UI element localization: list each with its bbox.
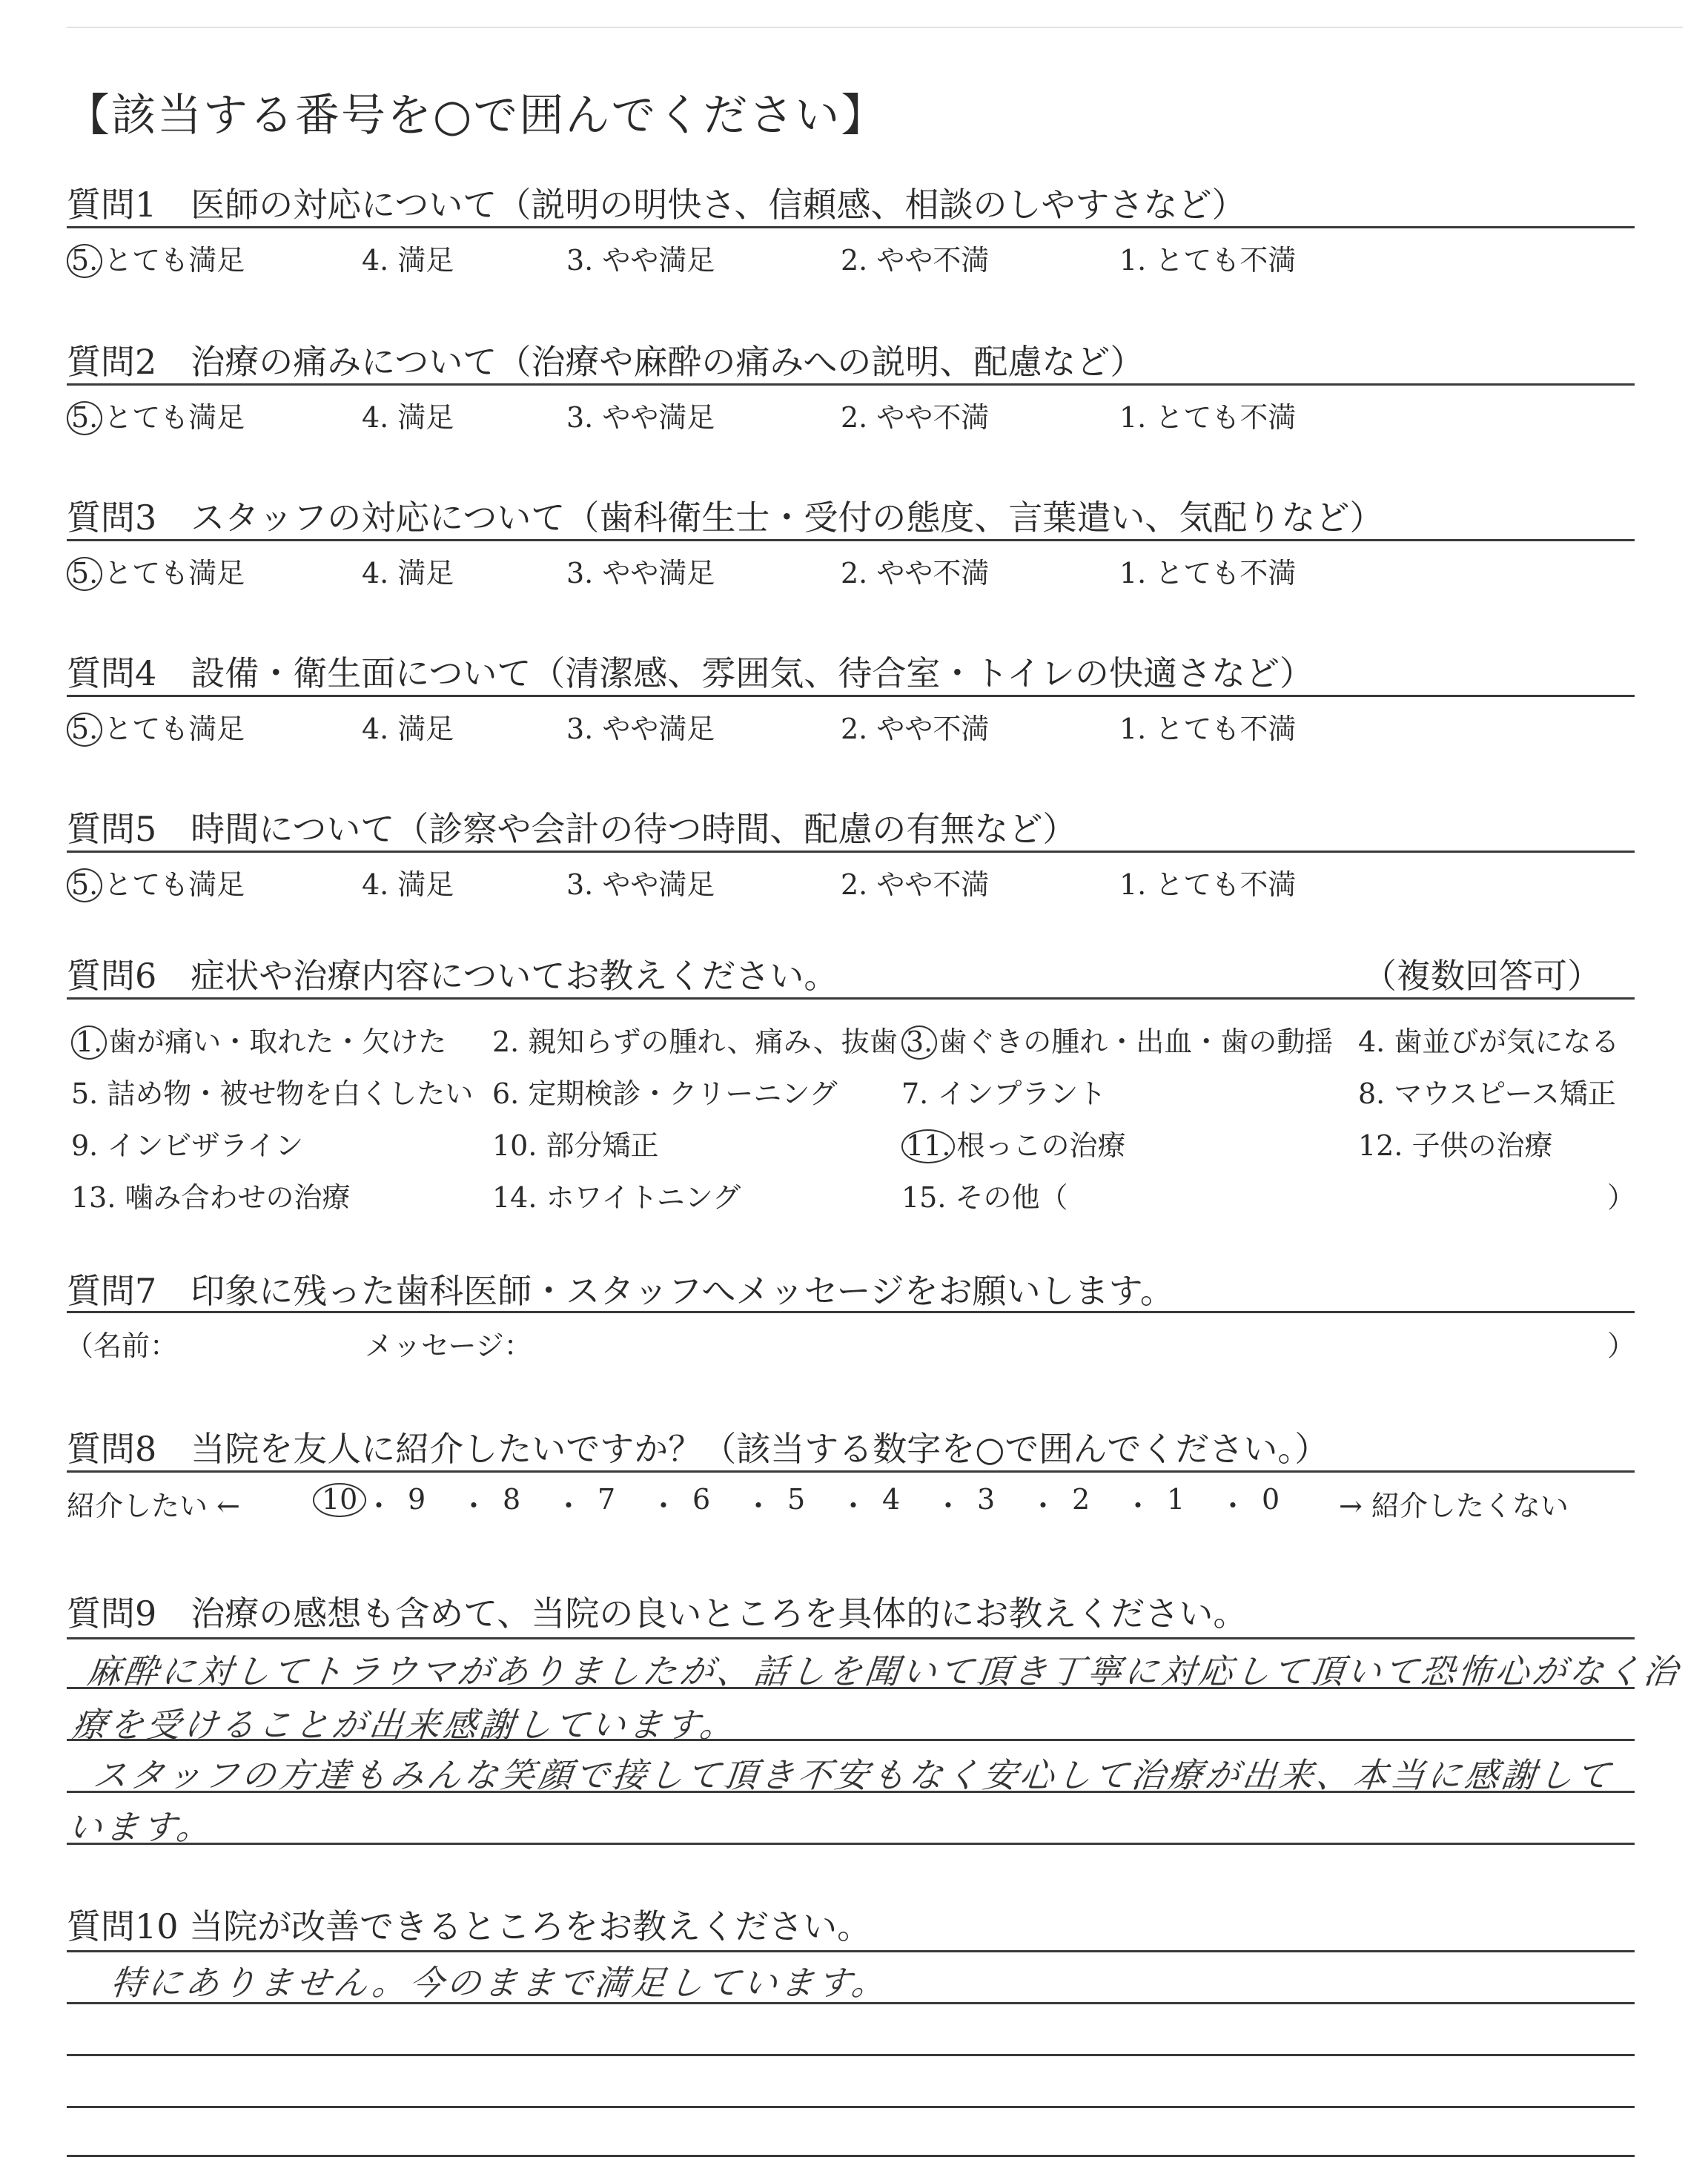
q3-option-3: 3. やや満足: [566, 557, 715, 589]
top-border: [67, 27, 1683, 28]
q2-option-4: 2. やや不満: [841, 401, 990, 434]
selected-circle-mark: 10: [313, 1483, 366, 1517]
selected-circle-mark: 11.: [901, 1129, 955, 1163]
q1-option-5: 1. とても不満: [1119, 244, 1297, 277]
q8-scale-0: 0: [1262, 1483, 1280, 1516]
q3-option-5: 1. とても不満: [1119, 557, 1297, 589]
q8-scale-dot: ・: [555, 1490, 583, 1522]
q5-option-4: 2. やや不満: [841, 868, 990, 901]
q4-option-4: 2. やや不満: [841, 713, 990, 745]
q3-option-2: 4. 満足: [362, 557, 454, 589]
selected-circle-mark: 5.: [67, 557, 102, 591]
q6-option-7: 7. インプラント: [901, 1077, 1107, 1110]
q8-scale-2: 2: [1072, 1483, 1090, 1516]
q9-title: 質問9 治療の感想も含めて、当院の良いところを具体的にお教えください。: [67, 1593, 1248, 1634]
q8-scale-dot: ・: [1029, 1490, 1058, 1522]
q9-answer-line-3: スタッフの方達もみんな笑顔で接して頂き不安もなく安心して治療が出来、本当に感謝して: [90, 1755, 1615, 1795]
q8-scale-dot: ・: [1124, 1490, 1153, 1522]
q7-name-label: （名前：: [65, 1330, 179, 1362]
q7-title: 質問7 印象に残った歯科医師・スタッフへメッセージをお願いします。: [67, 1271, 1174, 1311]
q6-title: 質問6 症状や治療内容についてお教えください。: [67, 956, 838, 996]
q7-rule: [67, 1311, 1635, 1313]
q8-scale-dot: ・: [934, 1490, 963, 1522]
q2-rule: [67, 383, 1635, 386]
q8-scale-4: 4: [882, 1483, 901, 1516]
instruction-header: 【該当する番号を○で囲んでください】: [65, 90, 887, 142]
q1-title: 質問1 医師の対応について（説明の明快さ、信頼感、相談のしやすさなど）: [67, 185, 1246, 225]
q6-option-16: ）: [1607, 1181, 1636, 1214]
selected-circle-mark: 5.: [67, 868, 102, 902]
q8-scale-7: 7: [598, 1483, 616, 1516]
q8-scale-dot: ・: [649, 1490, 678, 1522]
q5-option-5: 1. とても不満: [1119, 868, 1297, 901]
q8-scale-5: 5: [787, 1483, 806, 1516]
q8-scale-8: 8: [503, 1483, 521, 1516]
q8-right-label: → 紹介したくない: [1339, 1490, 1569, 1522]
q7-message-label: メッセージ：: [365, 1330, 532, 1362]
q7-close-paren: ）: [1607, 1330, 1636, 1362]
q5-title: 質問5 時間について（診察や会計の待つ時間、配慮の有無など）: [67, 809, 1077, 849]
q1-option-3: 3. やや満足: [566, 244, 715, 277]
q1-option-4: 2. やや不満: [841, 244, 990, 277]
q9-rule-1: [67, 1637, 1635, 1639]
q10-rule-1: [67, 1950, 1635, 1952]
q2-option-5: 1. とても不満: [1119, 401, 1297, 434]
selected-circle-mark: 3.: [901, 1025, 937, 1060]
q8-scale-dot: ・: [365, 1490, 394, 1522]
q1-option-1: 5. とても満足: [67, 237, 245, 278]
q6-option-6: 6. 定期検診・クリーニング: [492, 1077, 838, 1110]
q2-option-2: 4. 満足: [362, 401, 454, 434]
q2-option-1: 5. とても満足: [67, 394, 245, 435]
q8-title: 質問8 当院を友人に紹介したいですか？（該当する数字を○で囲んでください。）: [67, 1429, 1329, 1469]
selected-circle-mark: 5.: [67, 401, 102, 435]
q6-option-14: 14. ホワイトニング: [492, 1181, 741, 1214]
q10-rule-5: [67, 2155, 1635, 2157]
q6-option-3: 3. 歯ぐきの腫れ・出血・歯の動揺: [901, 1019, 1333, 1060]
q6-option-12: 12. 子供の治療: [1358, 1129, 1553, 1162]
q3-title: 質問3 スタッフの対応について（歯科衛生士・受付の態度、言葉遣い、気配りなど）: [67, 498, 1384, 538]
q4-rule: [67, 695, 1635, 697]
q6-option-8: 8. マウスピース矯正: [1358, 1077, 1616, 1110]
q6-option-5: 5. 詰め物・被せ物を白くしたい: [71, 1077, 474, 1110]
q3-rule: [67, 539, 1635, 541]
q8-left-label: 紹介したい ←: [67, 1490, 240, 1522]
selected-circle-mark: 5.: [67, 244, 102, 278]
q6-option-11: 11. 根っこの治療: [901, 1123, 1125, 1163]
q8-scale-6: 6: [692, 1483, 711, 1516]
q8-scale-9: 9: [408, 1483, 426, 1516]
q4-title: 質問4 設備・衛生面について（清潔感、雰囲気、待合室・トイレの快適さなど）: [67, 653, 1314, 693]
selected-circle-mark: 5.: [67, 713, 102, 747]
q6-option-1: 1. 歯が痛い・取れた・欠けた: [71, 1019, 446, 1060]
q6-option-4: 4. 歯並びが気になる: [1358, 1025, 1620, 1058]
q5-rule: [67, 851, 1635, 853]
q6-option-9: 9. インビザライン: [71, 1129, 304, 1162]
q2-option-3: 3. やや満足: [566, 401, 715, 434]
q8-scale-1: 1: [1167, 1483, 1185, 1516]
q6-option-2: 2. 親知らずの腫れ、痛み、抜歯: [492, 1025, 898, 1058]
q6-note: （複数回答可）: [1363, 956, 1601, 996]
q4-option-2: 4. 満足: [362, 713, 454, 745]
q8-scale-dot: ・: [744, 1490, 773, 1522]
q10-answer: 特にありません。今のままで満足しています。: [108, 1963, 891, 2003]
q9-answer-line-1: 麻酔に対してトラウマがありましたが、話しを聞いて頂き丁寧に対応して頂いて恐怖心がなく治: [85, 1651, 1683, 1691]
q6-option-13: 13. 噛み合わせの治療: [71, 1181, 351, 1214]
q1-rule: [67, 226, 1635, 228]
q4-option-1: 5. とても満足: [67, 706, 245, 747]
selected-circle-mark: 1.: [71, 1025, 107, 1060]
q8-scale-dot: ・: [1219, 1490, 1248, 1522]
q2-title: 質問2 治療の痛みについて（治療や麻酔の痛みへの説明、配慮など）: [67, 342, 1145, 382]
q8-rule: [67, 1470, 1635, 1473]
q9-answer-line-4: います。: [65, 1807, 216, 1847]
q4-option-3: 3. やや満足: [566, 713, 715, 745]
q8-scale-dot: ・: [460, 1490, 489, 1522]
q1-option-2: 4. 満足: [362, 244, 454, 277]
q5-option-2: 4. 満足: [362, 868, 454, 901]
q3-option-1: 5. とても満足: [67, 550, 245, 591]
q8-scale-10: [313, 1483, 368, 1517]
q10-title: 質問10 当院が改善できるところをお教えください。: [67, 1906, 872, 1946]
q5-option-1: 5. とても満足: [67, 862, 245, 902]
q9-answer-line-2: 療を受けることが出来感謝しています。: [70, 1705, 739, 1745]
q10-rule-4: [67, 2106, 1635, 2108]
q5-option-3: 3. やや満足: [566, 868, 715, 901]
q4-option-5: 1. とても不満: [1119, 713, 1297, 745]
q6-option-10: 10. 部分矯正: [492, 1129, 659, 1162]
q9-rule-5: [67, 1843, 1635, 1845]
q8-scale-3: 3: [977, 1483, 996, 1516]
q6-rule: [67, 997, 1635, 1000]
q6-option-15: 15. その他（: [901, 1181, 1068, 1214]
q8-scale-dot: ・: [839, 1490, 868, 1522]
q3-option-4: 2. やや不満: [841, 557, 990, 589]
q10-rule-3: [67, 2054, 1635, 2056]
